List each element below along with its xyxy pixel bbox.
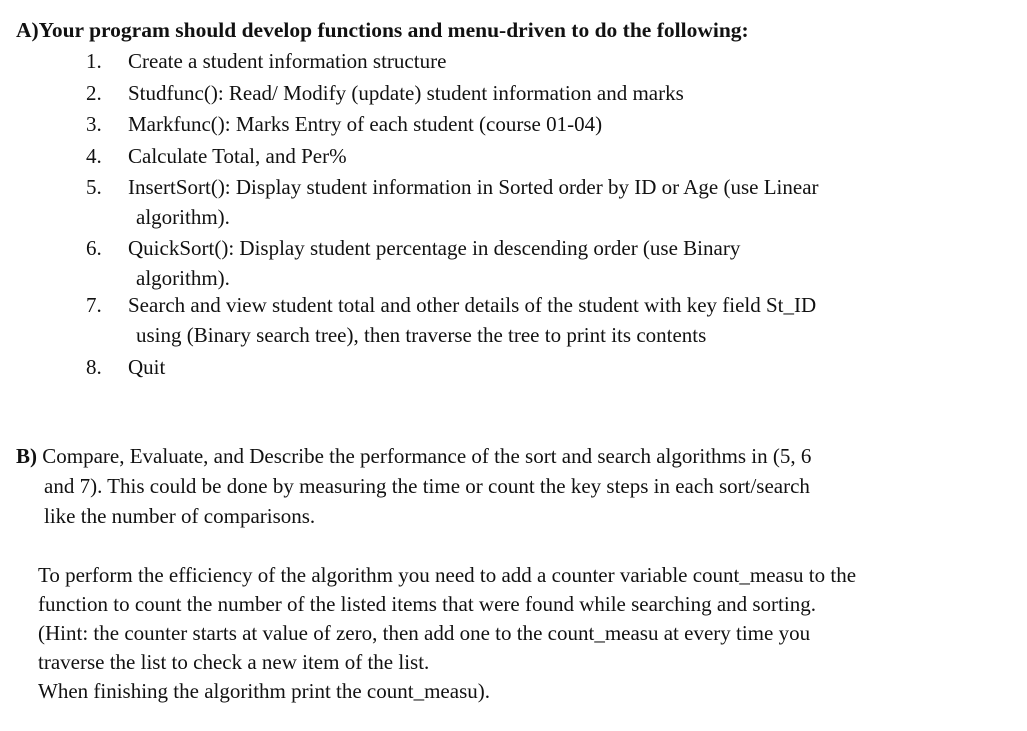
list-item-number: 2.: [86, 81, 102, 105]
section-b: [16, 441, 811, 531]
list-item-4: [86, 141, 347, 171]
list-item-number: 1.: [86, 49, 102, 73]
paragraph-line: When finishing the algorithm print the count_measu).: [38, 679, 490, 703]
list-item-2: [86, 78, 684, 108]
list-item-number: 3.: [86, 112, 102, 136]
list-item-8: [86, 352, 165, 382]
list-item-text: Studfunc(): Read/ Modify (update) student information and marks: [128, 81, 684, 105]
list-item-text: Calculate Total, and Per%: [128, 144, 347, 168]
section-b-text: Compare, Evaluate, and Describe the performance of the sort and search algorithms in (5, 6: [42, 444, 812, 468]
paragraph-line: function to count the number of the listed items that were found while searching and sorting.: [38, 592, 816, 616]
efficiency-paragraph: [38, 561, 856, 706]
paragraph-line: traverse the list to check a new item of the list.: [38, 650, 430, 674]
list-item-text: Markfunc(): Marks Entry of each student (course 01-04): [128, 112, 603, 136]
paragraph-line: To perform the efficiency of the algorithm you need to add a counter variable count_measu to the: [38, 563, 857, 587]
list-item-number: 4.: [86, 144, 102, 168]
section-b-line-1: [16, 441, 811, 471]
list-item-6: [86, 233, 741, 290]
list-item-continuation: using (Binary search tree), then traverse the tree to print its contents: [136, 323, 707, 347]
list-item-number: 6.: [86, 236, 102, 260]
list-item-text: Quit: [128, 355, 166, 379]
section-b-line-2: and 7). This could be done by measuring the time or count the key steps in each sort/search: [44, 474, 810, 498]
list-item-text: Create a student information structure: [128, 49, 447, 73]
list-item-1: [86, 46, 446, 76]
paragraph-line: (Hint: the counter starts at value of zero, then add one to the count_measu at every time you: [38, 621, 811, 645]
list-item-number: 5.: [86, 175, 102, 199]
section-b-label: B): [16, 444, 37, 468]
list-item-number: 8.: [86, 355, 102, 379]
list-item-text: Search and view student total and other details of the student with key field St_ID: [128, 293, 817, 317]
list-item-3: [86, 109, 602, 139]
list-item-5: [86, 172, 819, 229]
section-b-line-3: like the number of comparisons.: [44, 504, 316, 528]
list-item-7: [86, 290, 817, 347]
list-item-text: QuickSort(): Display student percentage in descending order (use Binary: [128, 236, 741, 260]
list-item-text: InsertSort(): Display student information in Sorted order by ID or Age (use Linear: [128, 175, 819, 199]
list-item-continuation: algorithm).: [136, 266, 230, 290]
list-item-continuation: algorithm).: [136, 205, 230, 229]
list-item-number: 7.: [86, 293, 102, 317]
section-a-heading: A)Your program should develop functions and menu-driven to do the following:: [16, 18, 749, 42]
